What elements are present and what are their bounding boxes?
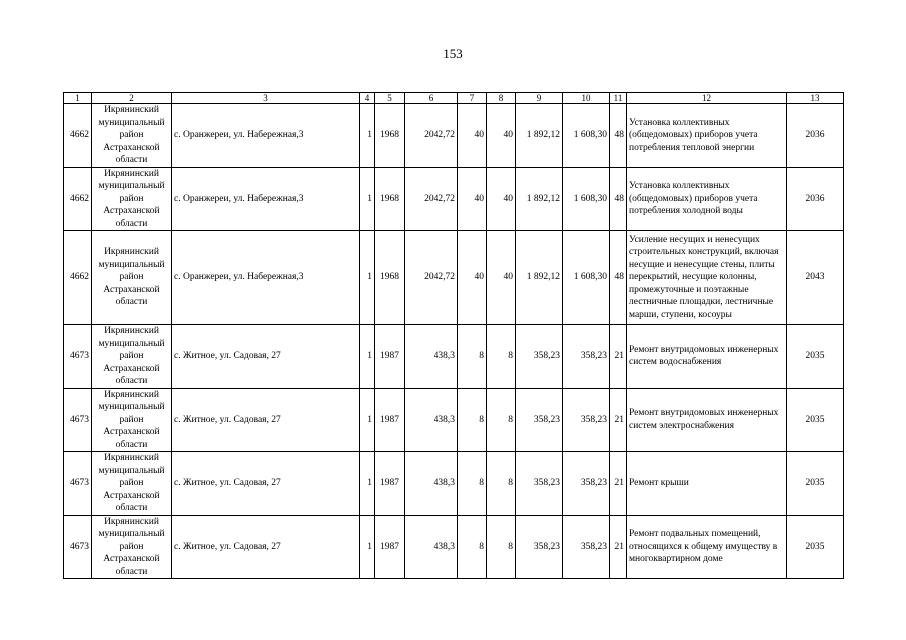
address-cell: с. Житное, ул. Садовая, 27 xyxy=(172,452,360,516)
cell-col-11: 48 xyxy=(610,104,627,168)
cell-col-9: 1 892,12 xyxy=(516,231,563,325)
table-row xyxy=(64,452,844,516)
house-id-cell: 4673 xyxy=(64,515,92,579)
cell-col-9: 1 892,12 xyxy=(516,167,563,231)
cell-col-11: 21 xyxy=(610,515,627,579)
cell-col-10: 1 608,30 xyxy=(563,167,610,231)
work-description-cell: Установка коллективных (общедомовых) приборов учета потребления тепловой энергии xyxy=(627,104,787,168)
column-header: 1 xyxy=(64,93,92,104)
cell-col-8: 40 xyxy=(487,167,516,231)
work-description-cell: Ремонт внутридомовых инженерных систем водоснабжения xyxy=(627,325,787,389)
year-cell: 1987 xyxy=(375,388,405,452)
year-cell: 1987 xyxy=(375,325,405,389)
address-cell: с. Житное, ул. Садовая, 27 xyxy=(172,325,360,389)
work-description-cell: Установка коллективных (общедомовых) приборов учета потребления холодной воды xyxy=(627,167,787,231)
cell-col-8: 40 xyxy=(487,231,516,325)
column-header: 2 xyxy=(92,93,172,104)
column-header: 7 xyxy=(458,93,487,104)
year-cell: 1968 xyxy=(375,231,405,325)
cell-col-8: 8 xyxy=(487,325,516,389)
area-cell: 438,3 xyxy=(405,325,458,389)
address-cell: с. Оранжереи, ул. Набережная,3 xyxy=(172,104,360,168)
cell-col-9: 358,23 xyxy=(516,515,563,579)
cell-col-9: 358,23 xyxy=(516,452,563,516)
district-cell: Икрянинский муниципальный район Астраханской области xyxy=(92,388,172,452)
work-description-cell: Ремонт внутридомовых инженерных систем электроснабжения xyxy=(627,388,787,452)
cell-col-9: 358,23 xyxy=(516,388,563,452)
work-description-cell: Ремонт крыши xyxy=(627,452,787,516)
cell-col-10: 358,23 xyxy=(563,325,610,389)
plan-year-cell: 2043 xyxy=(787,231,844,325)
cell-col-4: 1 xyxy=(360,167,375,231)
cell-col-4: 1 xyxy=(360,452,375,516)
district-cell: Икрянинский муниципальный район Астраханской области xyxy=(92,325,172,389)
cell-col-11: 21 xyxy=(610,388,627,452)
cell-col-8: 8 xyxy=(487,388,516,452)
work-description-cell: Ремонт подвальных помещений, относящихся к общему имуществу в многоквартирном доме xyxy=(627,515,787,579)
table-row xyxy=(64,515,844,579)
cell-col-4: 1 xyxy=(360,325,375,389)
area-cell: 2042,72 xyxy=(405,231,458,325)
district-cell: Икрянинский муниципальный район Астраханской области xyxy=(92,515,172,579)
plan-year-cell: 2036 xyxy=(787,167,844,231)
header-row xyxy=(64,93,844,104)
area-cell: 438,3 xyxy=(405,452,458,516)
table-row xyxy=(64,388,844,452)
cell-col-7: 8 xyxy=(458,515,487,579)
year-cell: 1968 xyxy=(375,167,405,231)
district-cell: Икрянинский муниципальный район Астраханской области xyxy=(92,104,172,168)
area-cell: 438,3 xyxy=(405,515,458,579)
cell-col-10: 358,23 xyxy=(563,388,610,452)
year-cell: 1987 xyxy=(375,515,405,579)
column-header: 6 xyxy=(405,93,458,104)
cell-col-7: 8 xyxy=(458,325,487,389)
cell-col-9: 358,23 xyxy=(516,325,563,389)
cell-col-4: 1 xyxy=(360,388,375,452)
column-header: 5 xyxy=(375,93,405,104)
cell-col-10: 1 608,30 xyxy=(563,231,610,325)
cell-col-10: 1 608,30 xyxy=(563,104,610,168)
house-id-cell: 4662 xyxy=(64,231,92,325)
house-id-cell: 4673 xyxy=(64,325,92,389)
address-cell: с. Житное, ул. Садовая, 27 xyxy=(172,515,360,579)
cell-col-11: 48 xyxy=(610,231,627,325)
column-header: 13 xyxy=(787,93,844,104)
cell-col-4: 1 xyxy=(360,515,375,579)
registry-table xyxy=(63,92,844,579)
house-id-cell: 4673 xyxy=(64,452,92,516)
plan-year-cell: 2035 xyxy=(787,325,844,389)
work-description-cell: Усиление несущих и ненесущих строительных конструкций, включая несущие и ненесущие стены, плиты перекрытий, несущие колонны, промежуточные и поэтажные лестничные площадки, лестничные марши, ступени, косоуры xyxy=(627,231,787,325)
table-row xyxy=(64,104,844,168)
house-id-cell: 4673 xyxy=(64,388,92,452)
cell-col-4: 1 xyxy=(360,104,375,168)
column-header: 11 xyxy=(610,93,627,104)
plan-year-cell: 2035 xyxy=(787,452,844,516)
address-cell: с. Оранжереи, ул. Набережная,3 xyxy=(172,231,360,325)
year-cell: 1987 xyxy=(375,452,405,516)
district-cell: Икрянинский муниципальный район Астраханской области xyxy=(92,167,172,231)
column-header: 9 xyxy=(516,93,563,104)
table-row xyxy=(64,325,844,389)
cell-col-10: 358,23 xyxy=(563,452,610,516)
cell-col-11: 48 xyxy=(610,167,627,231)
plan-year-cell: 2035 xyxy=(787,515,844,579)
cell-col-7: 40 xyxy=(458,167,487,231)
page-number: 153 xyxy=(443,46,463,61)
table-row xyxy=(64,231,844,325)
cell-col-7: 40 xyxy=(458,231,487,325)
house-id-cell: 4662 xyxy=(64,167,92,231)
area-cell: 438,3 xyxy=(405,388,458,452)
column-header: 8 xyxy=(487,93,516,104)
district-cell: Икрянинский муниципальный район Астраханской области xyxy=(92,452,172,516)
cell-col-4: 1 xyxy=(360,231,375,325)
cell-col-8: 40 xyxy=(487,104,516,168)
cell-col-9: 1 892,12 xyxy=(516,104,563,168)
plan-year-cell: 2035 xyxy=(787,388,844,452)
cell-col-7: 8 xyxy=(458,388,487,452)
table-row xyxy=(64,167,844,231)
cell-col-7: 8 xyxy=(458,452,487,516)
cell-col-8: 8 xyxy=(487,452,516,516)
house-id-cell: 4662 xyxy=(64,104,92,168)
plan-year-cell: 2036 xyxy=(787,104,844,168)
column-header: 12 xyxy=(627,93,787,104)
address-cell: с. Оранжереи, ул. Набережная,3 xyxy=(172,167,360,231)
cell-col-11: 21 xyxy=(610,325,627,389)
district-cell: Икрянинский муниципальный район Астраханской области xyxy=(92,231,172,325)
year-cell: 1968 xyxy=(375,104,405,168)
cell-col-11: 21 xyxy=(610,452,627,516)
cell-col-7: 40 xyxy=(458,104,487,168)
cell-col-10: 358,23 xyxy=(563,515,610,579)
column-header: 4 xyxy=(360,93,375,104)
column-header: 10 xyxy=(563,93,610,104)
column-header: 3 xyxy=(172,93,360,104)
address-cell: с. Житное, ул. Садовая, 27 xyxy=(172,388,360,452)
cell-col-8: 8 xyxy=(487,515,516,579)
area-cell: 2042,72 xyxy=(405,104,458,168)
area-cell: 2042,72 xyxy=(405,167,458,231)
